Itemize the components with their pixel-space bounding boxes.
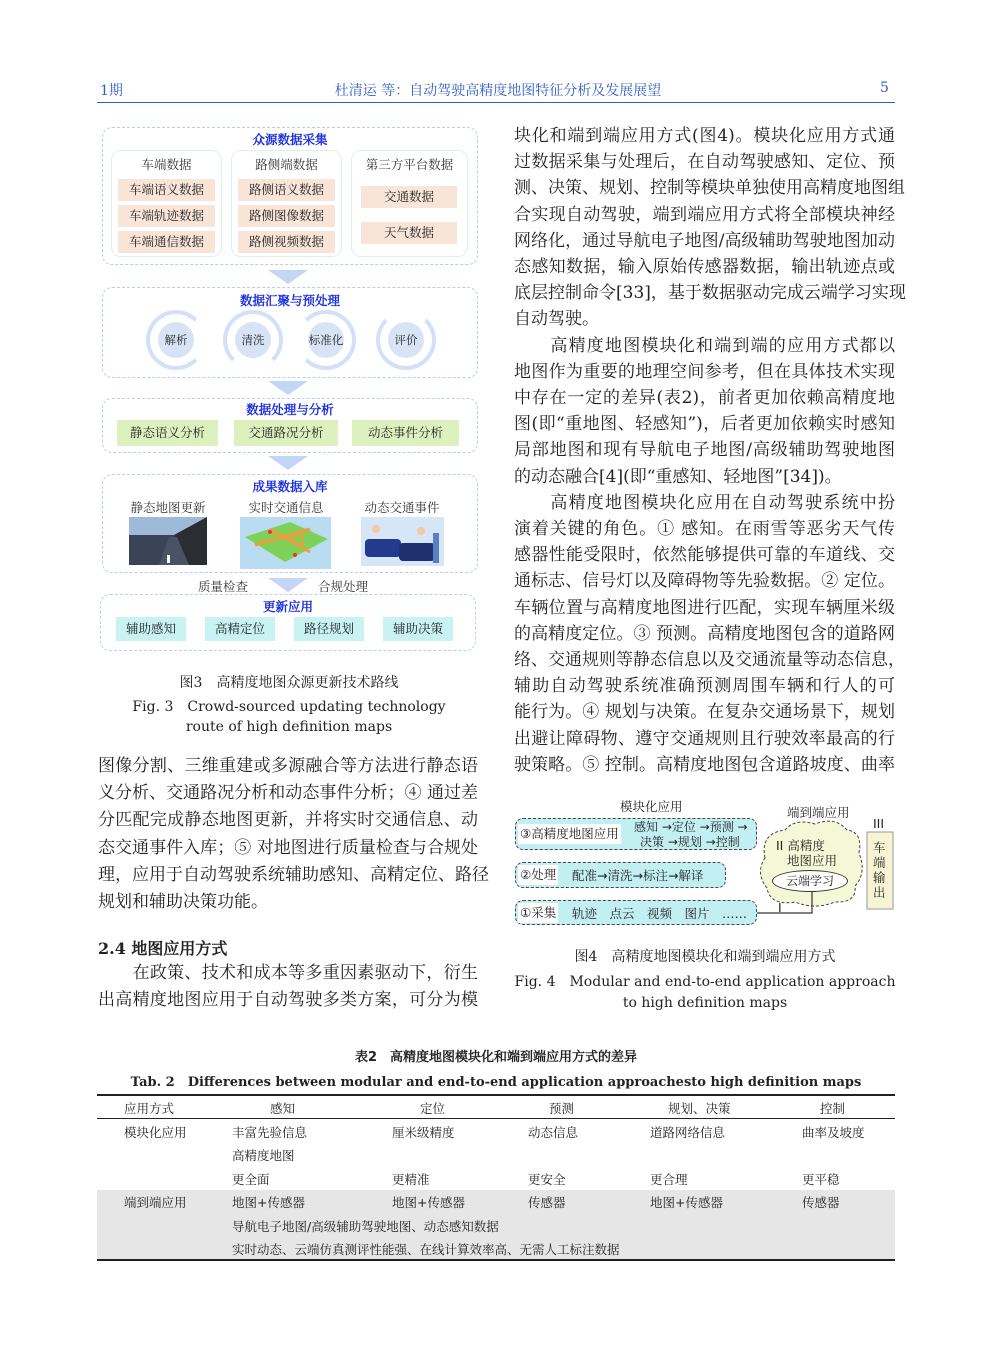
text-line: 中存在一定的差异(表2)，前者更加依赖高精度地 [514, 388, 895, 408]
table-cell: 更精准 [392, 1172, 430, 1187]
table-header-cell: 预测 [549, 1101, 575, 1116]
running-title: 杜清运 等：自动驾驶高精度地图特征分析及发展展望 [334, 83, 662, 99]
stage-iii-label: III [873, 816, 885, 831]
data-item: 路侧图像数据 [238, 205, 335, 227]
text-line: 态交通事件入库；⑤ 对地图进行质量检查与合规处 [98, 837, 478, 858]
data-item: 车端轨迹数据 [118, 205, 215, 227]
text-line: 的动态融合[4](即“重感知、轻地图”[34])。 [514, 466, 842, 487]
text-line: 演着关键的角色。① 感知。在雨雪等恶劣天气传 [514, 519, 895, 539]
table-header-cell: 应用方式 [124, 1101, 175, 1116]
text-line: 义分析、交通路况分析和动态事件分析；④ 通过差 [98, 783, 478, 804]
text-line: 态感知数据，输入原始传感器数据，输出轨迹点或 [514, 257, 895, 277]
group-head: 路侧端数据 [255, 157, 318, 172]
table-cell: 更全面 [232, 1172, 270, 1187]
text-line: 能行为。④ 规划与决策。在复杂交通场景下，规划 [514, 702, 895, 723]
table-cell: 厘米级精度 [392, 1125, 455, 1140]
table-cell: 模块化应用 [124, 1125, 187, 1140]
hd-map-application-label: 地图应用 [787, 853, 838, 868]
table-bottom-rule [97, 1259, 895, 1261]
row-label: ②处理 [518, 865, 558, 885]
figure-caption-en: Fig. 3 Crowd-sourced updating technology [132, 699, 446, 715]
step-clean: 清洗 [223, 310, 283, 370]
table-header-cell: 感知 [270, 1101, 296, 1116]
data-item: 车端语义数据 [118, 179, 215, 201]
module-chain: 感知 →定位 →预测 → [634, 820, 748, 834]
page-number: 5 [880, 80, 889, 96]
table-cell: 动态信息 [528, 1125, 579, 1140]
application-item: 路径规划 [294, 617, 364, 641]
road-image [129, 517, 207, 565]
text-line: 分匹配完成静态地图更新，并将实时交通信息、动 [98, 810, 478, 831]
data-item: 路侧视频数据 [238, 231, 335, 253]
step-standardize: 标准化 [296, 310, 356, 370]
group-head: 车端数据 [141, 157, 192, 172]
vehicle-output-label: 车端输出 [873, 840, 886, 900]
result-label: 动态交通事件 [364, 500, 440, 515]
table-cell: 更安全 [528, 1172, 566, 1187]
table-cell: 传感器 [528, 1195, 566, 1210]
figure-caption-cn: 图3 高精度地图众源更新技术路线 [179, 675, 399, 691]
compliance-label: 合规处理 [317, 579, 368, 594]
stage-i-label: I [778, 900, 782, 915]
section-title: 成果数据入库 [252, 479, 328, 494]
table-cell: 曲率及坡度 [802, 1125, 865, 1140]
table-cell: 实时动态、云端仿真测评性能强、在线计算效率高、无需人工标注数据 [232, 1242, 620, 1257]
stage-ii-label: II 高精度 [776, 838, 825, 853]
application-item: 辅助决策 [383, 617, 453, 641]
text-line: 驶策略。⑤ 控制。高精度地图包含道路坡度、曲率 [514, 754, 895, 775]
table-title-en: Tab. 2 Differences between modular and end-to-end application approachesto high definition maps [130, 1075, 862, 1090]
text-line: 测、决策、规划、控制等模块单独使用高精度地图组 [514, 178, 905, 199]
row-label: ③高精度地图应用 [518, 824, 621, 844]
section-title: 数据处理与分析 [246, 402, 334, 417]
text-line: 在政策、技术和成本等多重因素驱动下，衍生 [98, 963, 478, 983]
text-line: 络、交通规则等静态信息以及交通流量等动态信息， [514, 650, 905, 670]
application-item: 高精定位 [205, 617, 275, 641]
step-evaluate: 评价 [376, 310, 436, 370]
row-label: ①采集 [518, 903, 558, 923]
text-line: 块化和端到端应用方式(图4)。模块化应用方式通 [514, 126, 895, 146]
figure-caption-en: route of high definition maps [185, 719, 393, 735]
e2e-title: 端到端应用 [787, 805, 850, 820]
analysis-item: 交通路况分析 [234, 420, 338, 446]
flow-arrow-icon [268, 456, 308, 470]
traffic-map-image [240, 517, 331, 569]
table-cell: 地图+传感器 [650, 1195, 723, 1210]
table-header-cell: 规划、决策 [668, 1101, 731, 1116]
table-cell: 导航电子地图/高级辅助驾驶地图、动态感知数据 [232, 1219, 499, 1234]
text-line: 出避让障碍物、遵守交通规则且行驶效率最高的行 [514, 728, 895, 749]
table-cell: 道路网络信息 [650, 1125, 726, 1140]
text-line: 地图作为重要的地理空间参考，但在具体技术实现 [514, 361, 895, 382]
data-item: 天气数据 [361, 222, 457, 244]
module-chain: 决策 →规划 →控制 [640, 835, 740, 849]
data-item: 车端通信数据 [118, 231, 215, 253]
figure-caption-en: to high definition maps [622, 995, 788, 1011]
text-line: 局部地图和现有导航电子地图/高级辅助驾驶地图 [514, 440, 895, 461]
table-cell: 端到端应用 [124, 1195, 187, 1210]
group-head: 第三方平台数据 [365, 157, 454, 172]
processing-chain: 配准→清洗→标注→解译 [572, 868, 704, 883]
traffic-event-image [361, 517, 444, 566]
issue-number: 1期 [100, 83, 123, 99]
table-cell: 传感器 [802, 1195, 840, 1210]
section-heading: 2.4 地图应用方式 [98, 939, 228, 958]
flow-arrow-icon [268, 381, 308, 395]
text-line: 网络化，通过导航电子地图/高级辅助驾驶地图加动 [514, 230, 895, 251]
table-header-cell: 定位 [420, 1101, 446, 1116]
text-line: 的高精度定位。③ 预测。高精度地图包含的道路网 [514, 623, 895, 644]
analysis-item: 静态语义分析 [117, 420, 218, 446]
text-line: 高精度地图模块化和端到端的应用方式都以 [514, 335, 895, 356]
text-line: 车辆位置与高精度地图进行匹配，实现车辆厘米级 [514, 597, 895, 618]
cloud-learning-ellipse: 云端学习 [772, 870, 848, 892]
table-cell: 地图+传感器 [232, 1195, 305, 1210]
collection-items: 轨迹 点云 视频 图片 …… [572, 906, 748, 921]
table-header-cell: 控制 [820, 1101, 846, 1116]
data-item: 路侧语义数据 [238, 179, 335, 201]
flow-arrow-icon [268, 270, 308, 284]
text-line: 合实现自动驾驶，端到端应用方式将全部模块神经 [514, 204, 895, 225]
text-line: 底层控制命令[33]，基于数据驱动完成云端学习实现 [514, 283, 906, 304]
section-title: 众源数据采集 [252, 132, 328, 147]
section-title: 更新应用 [262, 599, 313, 614]
text-line: 理，应用于自动驾驶系统辅助感知、高精定位、路径 [98, 864, 489, 885]
table-cell: 丰富先验信息 [232, 1125, 308, 1140]
table-cell: 更合理 [650, 1172, 688, 1187]
modular-title: 模块化应用 [620, 799, 683, 814]
text-line: 规划和辅助决策功能。 [98, 892, 268, 912]
table-top-rule [97, 1094, 895, 1096]
step-parse: 解析 [146, 310, 206, 370]
figure-caption-cn: 图4 高精度地图模块化和端到端应用方式 [574, 949, 836, 965]
quality-check-label: 质量检查 [197, 579, 248, 594]
text-line: 高精度地图模块化应用在自动驾驶系统中扮 [514, 492, 895, 513]
table-cell: 地图+传感器 [392, 1195, 465, 1210]
result-label: 实时交通信息 [248, 500, 324, 515]
text-line: 过数据采集与处理后，在自动驾驶感知、定位、预 [514, 152, 895, 173]
table-cell: 更平稳 [802, 1172, 840, 1187]
header-rule [97, 102, 895, 103]
application-item: 辅助感知 [116, 617, 186, 641]
text-line: 出高精度地图应用于自动驾驶多类方案，可分为模 [98, 990, 478, 1010]
table-title-cn: 表2 高精度地图模块化和端到端应用方式的差异 [354, 1050, 638, 1065]
table-cell: 高精度地图 [232, 1148, 295, 1163]
section-title: 数据汇聚与预处理 [239, 293, 340, 308]
flow-arrow-icon [268, 578, 308, 592]
data-item: 交通数据 [361, 186, 457, 208]
figure-caption-en: Fig. 4 Modular and end-to-end application approach [514, 974, 896, 990]
text-line: 图像分割、三维重建或多源融合等方法进行静态语 [98, 756, 478, 776]
result-label: 静态地图更新 [130, 500, 206, 515]
table-header-rule [97, 1118, 895, 1119]
text-line: 感器性能受限时，依然能够提供可靠的车道线、交 [514, 545, 895, 566]
text-line: 通标志、信号灯以及障碍物等先验数据。② 定位。 [514, 571, 895, 592]
text-line: 辅助自动驾驶系统准确预测周围车辆和行人的可 [514, 676, 895, 697]
analysis-item: 动态事件分析 [352, 420, 459, 446]
text-line: 图(即“重地图、轻感知”)，后者更加依赖实时感知 [514, 414, 895, 435]
text-line: 自动驾驶。 [514, 309, 599, 330]
